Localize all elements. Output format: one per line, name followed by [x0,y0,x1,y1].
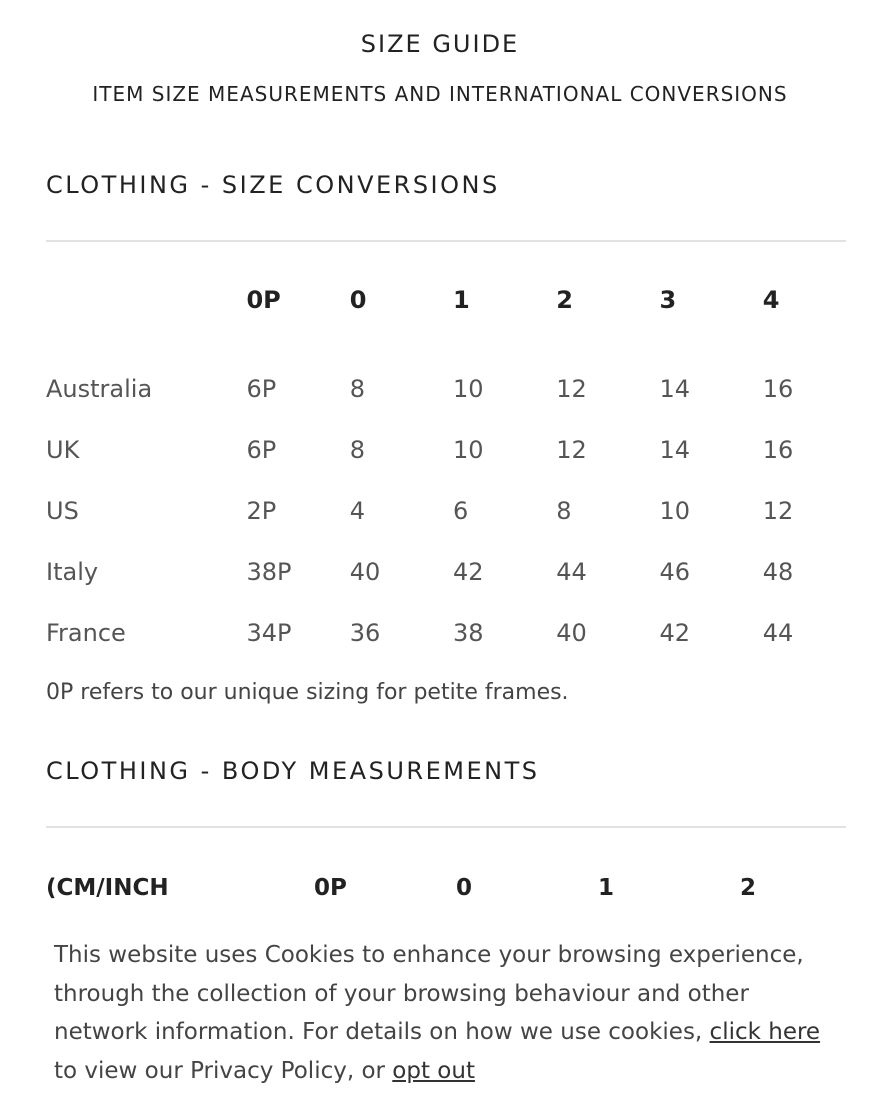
privacy-policy-link[interactable]: click here [709,1019,821,1045]
country-cell: Italy [46,557,99,586]
size-cell: 46 [659,557,690,586]
size-cell: 48 [762,557,794,586]
column-header: 3 [659,286,677,314]
size-cell: 10 [452,374,484,403]
size-cell: 10 [659,496,690,525]
size-cell: 6P [246,435,277,464]
country-cell: Australia [46,374,153,403]
cookie-banner [26,918,880,1099]
table-row [46,358,866,419]
size-cell: 12 [556,374,587,403]
column-header: 0 [349,286,367,314]
size-cell: 2P [246,496,277,525]
size-cell: 16 [762,435,794,464]
table-row [46,602,866,663]
body-measurements-heading: CLOTHING - BODY MEASUREMENTS [46,757,540,785]
size-cell: 42 [452,557,484,586]
size-cell: 36 [349,618,381,647]
cookie-text-intro: This website uses Cookies to enhance your browsing experience, through the collection of your browsing behaviour and other network information. For details on how we use cookies, [54,942,804,1045]
column-header: 0P [314,875,347,901]
size-cell: 44 [556,557,587,586]
column-header: 2 [556,286,573,314]
country-cell: France [46,618,126,647]
table-row [46,419,866,480]
column-header: 2 [740,875,757,901]
size-cell: 42 [659,618,690,647]
size-cell: 16 [762,374,794,403]
size-conversions-heading: CLOTHING - SIZE CONVERSIONS [46,171,500,199]
size-cell: 38P [246,557,292,586]
opt-out-link[interactable]: opt out [392,1057,475,1084]
size-cell: 40 [556,618,587,647]
corner-cell [46,278,246,322]
table-header-row [46,278,866,322]
table-row [46,541,866,602]
size-cell: 6P [246,374,277,403]
size-cell: 34P [246,618,292,647]
size-cell: 12 [556,435,587,464]
size-cell: 8 [556,496,572,525]
column-header: 4 [762,286,780,314]
size-cell: 4 [349,496,365,525]
size-conversion-table [46,278,866,663]
section-divider [46,826,846,828]
size-cell: 40 [349,557,381,586]
cookie-text-middle: to view our Privacy Policy, or [54,1057,393,1084]
size-cell: 8 [349,435,365,464]
size-cell: 14 [659,374,690,403]
page-subtitle: ITEM SIZE MEASUREMENTS AND INTERNATIONAL CONVERSIONS [92,82,788,106]
size-cell: 10 [452,435,484,464]
size-cell: 12 [762,496,794,525]
size-cell: 44 [762,618,794,647]
column-header: 0 [456,875,473,901]
column-header: 1 [452,286,470,314]
cookie-message [54,936,844,1090]
country-cell: US [46,496,79,525]
size-cell: 6 [452,496,469,525]
petite-sizing-note: 0P refers to our unique sizing for petite frames. [46,680,569,705]
table-spacer [46,322,866,358]
size-cell: 14 [659,435,690,464]
body-measurements-table [46,866,846,910]
section-divider [46,240,846,242]
size-cell: 8 [349,374,365,403]
column-header: 1 [598,875,615,901]
size-cell: 38 [452,618,484,647]
country-cell: UK [46,435,80,464]
table-row [46,480,866,541]
unit-column-header: (CM/INCH [46,875,169,901]
table-header-row [46,866,846,910]
page-title: SIZE GUIDE [360,30,520,58]
column-header: 0P [246,286,281,314]
